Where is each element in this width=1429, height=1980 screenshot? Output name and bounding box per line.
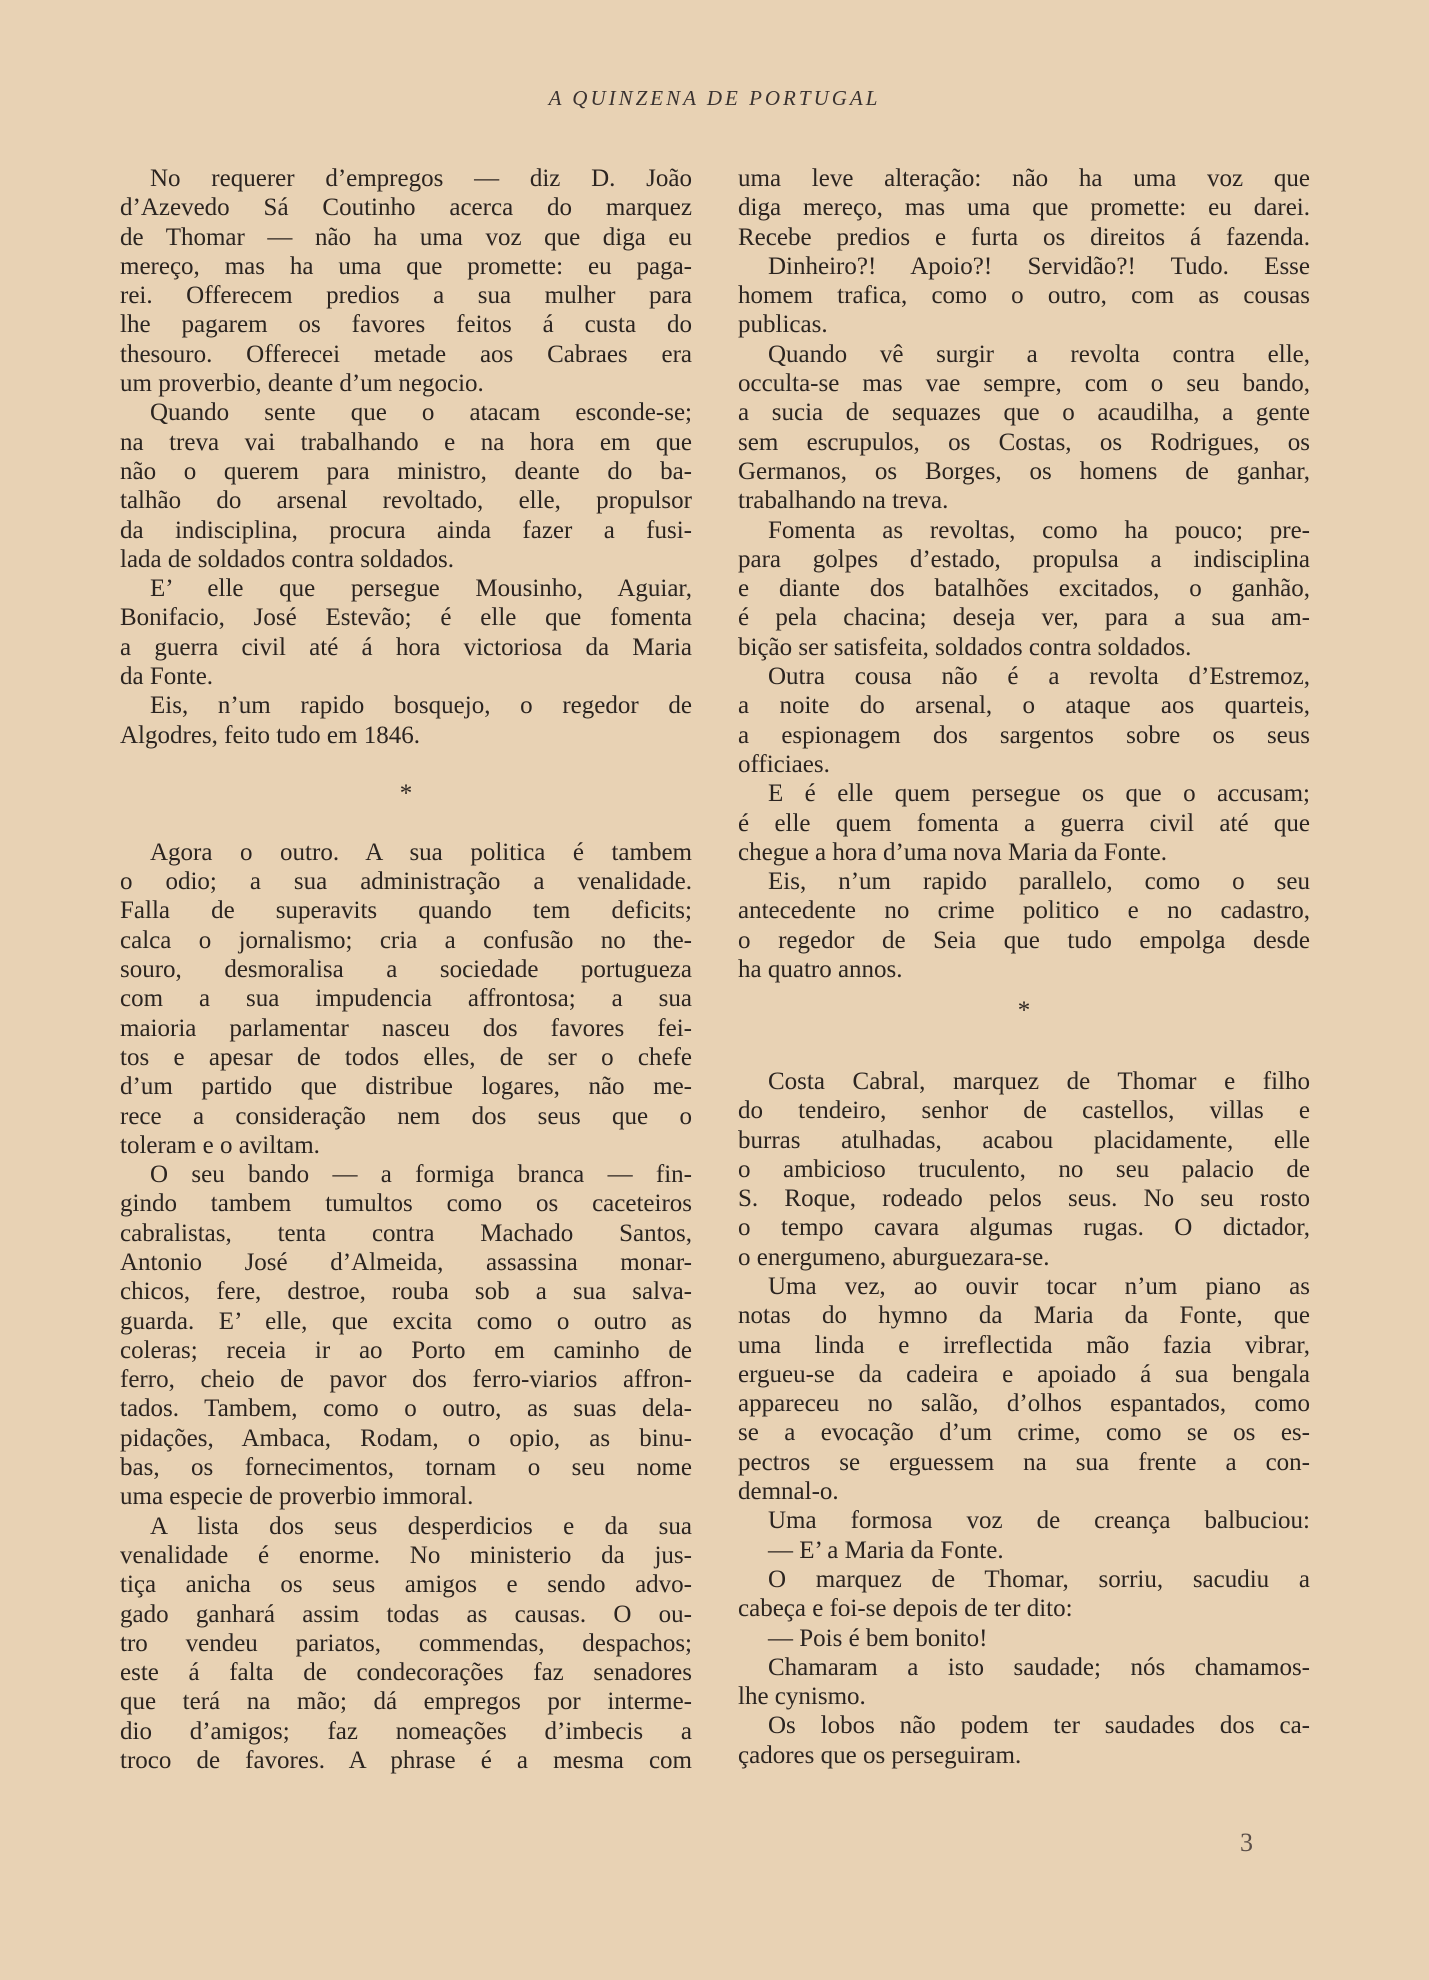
text-line: Bonifacio, José Estevão; é elle que fomenta	[120, 604, 692, 632]
text-line: de Thomar — não ha uma voz que diga eu	[120, 223, 692, 251]
text-line: o ambicioso truculento, no seu palacio de	[738, 1155, 1310, 1183]
text-line: occulta-se mas vae sempre, com o seu bando,	[738, 370, 1310, 398]
text-line: Costa Cabral, marquez de Thomar e filho	[768, 1067, 1310, 1095]
text-line: S. Roque, rodeado pelos seus. No seu rosto	[738, 1185, 1310, 1213]
text-line: guarda. E’ elle, que excita como o outro as	[120, 1307, 692, 1335]
text-line: chicos, fere, destroe, rouba sob a sua salva-	[120, 1278, 692, 1306]
text-line: com a sua impudencia affrontosa; a sua	[120, 985, 692, 1013]
spacer	[738, 1026, 1310, 1055]
text-line: Quando vê surgir a revolta contra elle,	[768, 340, 1310, 368]
text-line: Uma vez, ao ouvir tocar n’um piano as	[768, 1272, 1310, 1300]
text-line: troco de favores. A phrase é a mesma com	[120, 1747, 692, 1775]
text-line: venalidade é enorme. No ministerio da jus-	[120, 1541, 692, 1569]
text-line: do tendeiro, senhor de castellos, villas e	[738, 1097, 1310, 1125]
text-line: demnal-o.	[738, 1478, 839, 1506]
text-line: d’Azevedo Sá Coutinho acerca do marquez	[120, 194, 692, 222]
text-line: lhe cynismo.	[738, 1683, 866, 1711]
text-line: este á falta de condecorações faz senadores	[120, 1659, 692, 1687]
text-line: trabalhando na treva.	[738, 487, 949, 515]
text-line: Recebe predios e furta os direitos á fazenda.	[738, 223, 1310, 251]
text-line: Uma formosa voz de creança balbuciou:	[768, 1507, 1310, 1535]
text-line: Quando sente que o atacam esconde-se;	[150, 399, 692, 427]
text-line: Eis, n’um rapido parallelo, como o seu	[768, 868, 1310, 896]
text-line: gado ganhará assim todas as causas. O ou-	[120, 1600, 692, 1628]
right-column	[738, 164, 1310, 1770]
text-line: — E’ a Maria da Fonte.	[768, 1536, 1004, 1564]
text-line: Eis, n’um rapido bosquejo, o regedor de	[150, 692, 692, 720]
text-line: o odio; a sua administração a venalidade.	[120, 868, 692, 896]
text-line: da Fonte.	[120, 663, 214, 691]
text-line: bição ser satisfeita, soldados contra soldados.	[738, 633, 1192, 661]
text-line: tados. Tambem, como o outro, as suas dela-	[120, 1395, 692, 1423]
text-line: d’um partido que distribue logares, não me-	[120, 1073, 692, 1101]
left-column	[120, 164, 692, 1775]
text-line: o energumeno, aburguezara-se.	[738, 1243, 1050, 1271]
text-line: lada de soldados contra soldados.	[120, 545, 454, 573]
text-line: tiça anicha os seus amigos e sendo advo-	[120, 1571, 692, 1599]
text-line: Agora o outro. A sua politica é tambem	[150, 838, 692, 866]
text-line: maioria parlamentar nasceu dos favores fei-	[120, 1014, 692, 1042]
text-line: o regedor de Seia que tudo empolga desde	[738, 926, 1310, 954]
text-line: calca o jornalismo; cria a confusão no the-	[120, 926, 692, 954]
text-line: Germanos, os Borges, os homens de ganhar,	[738, 457, 1310, 485]
text-line: Fomenta as revoltas, como ha pouco; pre-	[768, 516, 1310, 544]
text-line: Outra cousa não é a revolta d’Estremoz,	[768, 663, 1310, 691]
text-line: thesouro. Offerecei metade aos Cabraes era	[120, 340, 692, 368]
text-line: sem escrupulos, os Costas, os Rodrigues, os	[738, 428, 1310, 456]
text-line: para golpes d’estado, propulsa a indisciplina	[738, 545, 1310, 573]
text-line: appareceu no salão, d’olhos espantados, como	[738, 1390, 1310, 1418]
text-line: bas, os fornecimentos, tornam o seu nome	[120, 1454, 692, 1482]
text-line: pidações, Ambaca, Rodam, o opio, as binu-	[120, 1424, 692, 1452]
text-line: E’ elle que persegue Mousinho, Aguiar,	[150, 575, 692, 603]
text-line: um proverbio, deante d’um negocio.	[120, 370, 484, 398]
text-line: a guerra civil até á hora victoriosa da Maria	[120, 633, 692, 661]
running-header: A QUINZENA DE PORTUGAL	[548, 86, 881, 110]
text-line: officiaes.	[738, 750, 830, 778]
text-line: antecedente no crime politico e no cadastro,	[738, 897, 1310, 925]
text-line: ferro, cheio de pavor dos ferro-viarios affron-	[120, 1366, 692, 1394]
text-line: tro vendeu pariatos, commendas, despachos;	[120, 1629, 692, 1657]
text-line: tos e apesar de todos elles, de ser o chefe	[120, 1043, 692, 1071]
text-line: ha quatro annos.	[738, 956, 903, 984]
text-line: é elle quem fomenta a guerra civil até que	[738, 809, 1310, 837]
text-line: Antonio José d’Almeida, assassina monar-	[120, 1248, 692, 1276]
text-line: pectros se erguessem na sua frente a con-	[738, 1448, 1310, 1476]
text-line: é pela chacina; deseja ver, para a sua am-	[738, 604, 1310, 632]
text-line: a sucia de sequazes que o acaudilha, a gente	[738, 399, 1310, 427]
text-line: O seu bando — a formiga branca — fin-	[150, 1161, 692, 1189]
text-line: publicas.	[738, 311, 828, 339]
text-line: cabeça e foi-se depois de ter dito:	[738, 1595, 1073, 1623]
text-line: gindo tambem tumultos como os caceteiros	[120, 1190, 692, 1218]
text-line: toleram e o aviltam.	[120, 1131, 320, 1159]
text-line: diga mereço, mas uma que promette: eu darei.	[738, 194, 1310, 222]
section-divider: *	[399, 780, 413, 808]
text-line: rece a consideração nem dos seus que o	[120, 1102, 692, 1130]
text-line: lhe pagarem os favores feitos á custa do	[120, 311, 692, 339]
text-line: — Pois é bem bonito!	[768, 1624, 988, 1652]
text-line: dio d’amigos; faz nomeações d’imbecis a	[120, 1717, 692, 1745]
text-line: a noite do arsenal, o ataque aos quarteis,	[738, 692, 1310, 720]
text-line: O marquez de Thomar, sorriu, sacudiu a	[768, 1565, 1310, 1593]
text-line: çadores que os perseguiram.	[738, 1741, 1022, 1769]
text-line: Os lobos não podem ter saudades dos ca-	[768, 1712, 1310, 1740]
text-line: homem trafica, como o outro, com as cousas	[738, 282, 1310, 310]
text-line: burras atulhadas, acabou placidamente, elle	[738, 1126, 1310, 1154]
text-line: uma especie de proverbio immoral.	[120, 1483, 474, 1511]
text-line: Algodres, feito tudo em 1846.	[120, 721, 420, 749]
text-line: o tempo cavara algumas rugas. O dictador,	[738, 1214, 1310, 1242]
text-line: cabralistas, tenta contra Machado Santos,	[120, 1219, 692, 1247]
text-line: E é elle quem persegue os que o accusam;	[768, 780, 1310, 808]
text-line: a espionagem dos sargentos sobre os seus	[738, 721, 1310, 749]
text-line: Falla de superavits quando tem deficits;	[120, 897, 692, 925]
text-line: notas do hymno da Maria da Fonte, que	[738, 1302, 1310, 1330]
text-line: não o querem para ministro, deante do ba-	[120, 457, 692, 485]
text-line: coleras; receia ir ao Porto em caminho de	[120, 1336, 692, 1364]
text-line: Dinheiro?! Apoio?! Servidão?! Tudo. Esse	[768, 252, 1310, 280]
text-line: mereço, mas ha uma que promette: eu paga-	[120, 252, 692, 280]
spacer	[120, 750, 692, 779]
text-line: e diante dos batalhões excitados, o ganhão,	[738, 575, 1310, 603]
page-number: 3	[1240, 1828, 1253, 1857]
text-line: Chamaram a isto saudade; nós chamamos-	[768, 1653, 1310, 1681]
text-line: rei. Offerecem predios a sua mulher para	[120, 282, 692, 310]
spacer	[120, 809, 692, 838]
text-line: se a evocação d’um crime, como se os es-	[738, 1419, 1310, 1447]
text-line: da indisciplina, procura ainda fazer a fusi-	[120, 516, 692, 544]
text-line: ergueu-se da cadeira e apoiado á sua bengala	[738, 1360, 1310, 1388]
spacer	[738, 984, 1310, 996]
text-line: chegue a hora d’uma nova Maria da Fonte.	[738, 838, 1168, 866]
text-line: uma leve alteração: não ha uma voz que	[738, 165, 1310, 192]
text-line: A lista dos seus desperdicios e da sua	[150, 1512, 692, 1540]
text-line: No requerer d’empregos — diz D. João	[150, 165, 692, 192]
text-line: talhão do arsenal revoltado, elle, propulsor	[120, 487, 692, 515]
spacer	[738, 1055, 1310, 1067]
text-line: souro, desmoralisa a sociedade portugueza	[120, 956, 692, 984]
section-divider: *	[1017, 997, 1031, 1025]
text-line: que terá na mão; dá empregos por interme-	[120, 1688, 692, 1716]
text-line: na treva vai trabalhando e na hora em que	[120, 428, 692, 456]
text-line: uma linda e irreflectida mão fazia vibrar,	[738, 1331, 1310, 1359]
